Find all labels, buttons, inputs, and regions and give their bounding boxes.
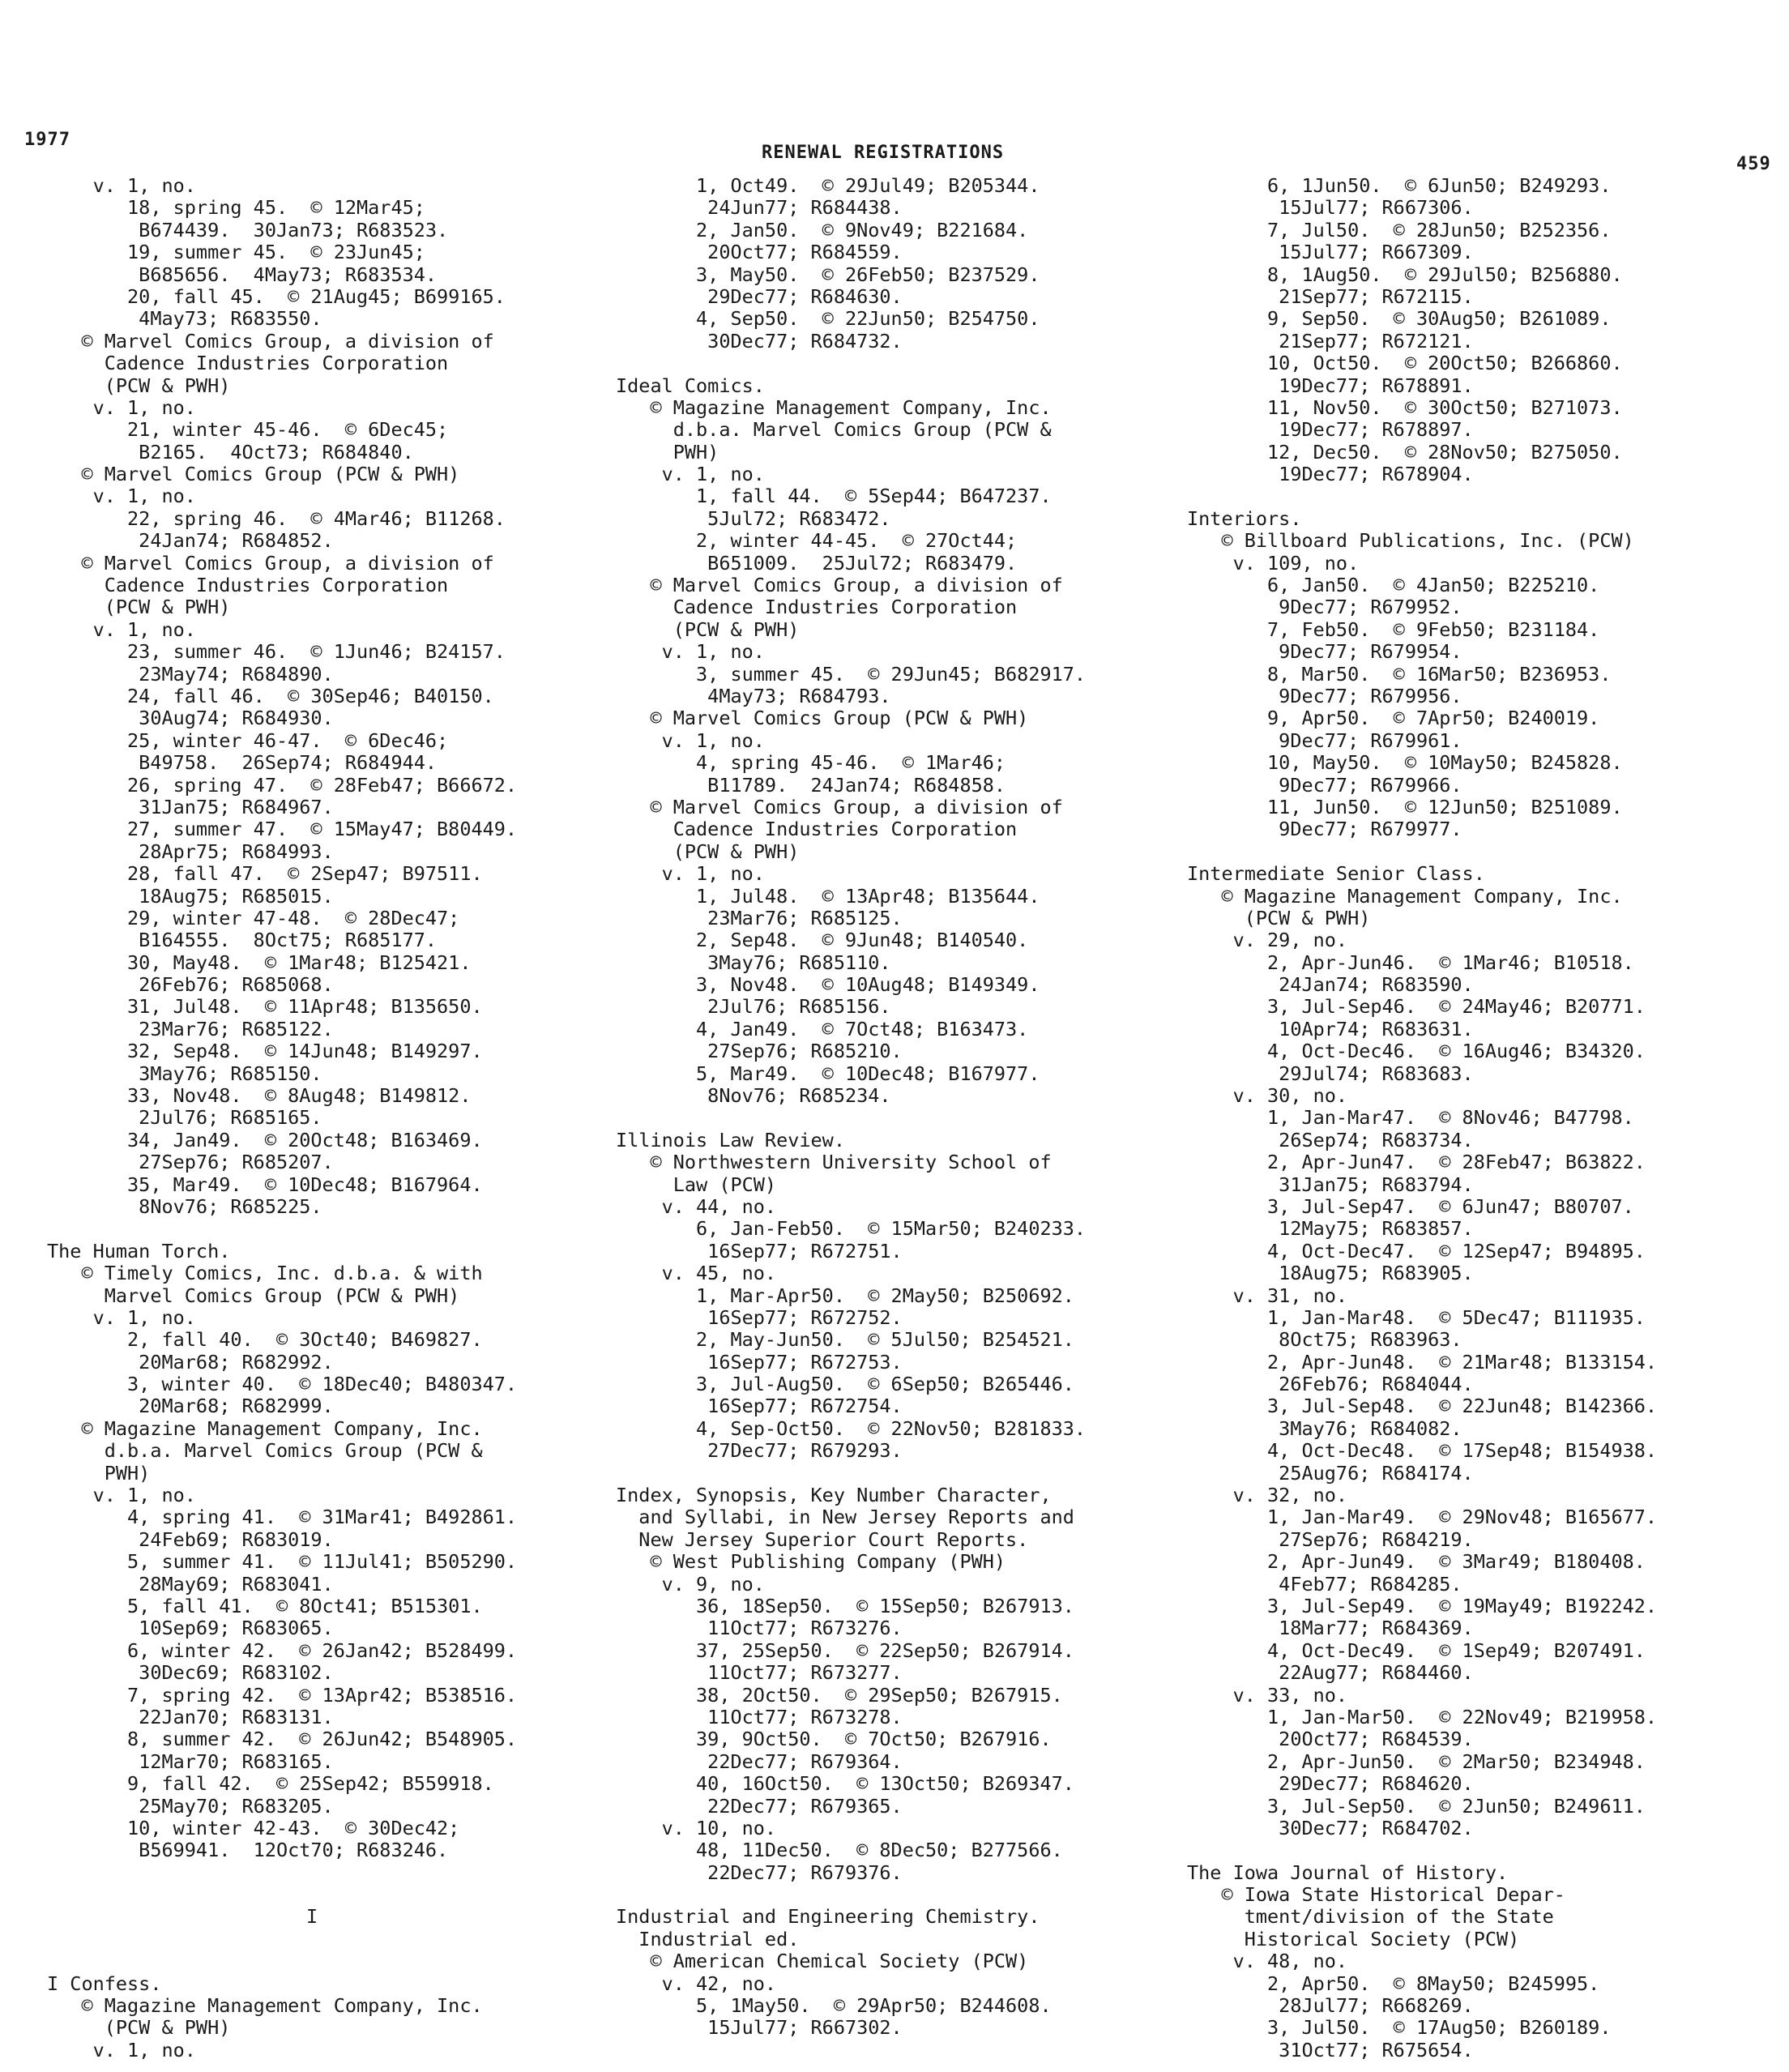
entry-line: © Magazine Management Company, Inc. (47, 1994, 483, 2018)
entry-line: 3, Jul50. © 17Aug50; B260189. (1187, 2016, 1612, 2040)
entry-line: 12Mar70; R683165. (47, 1749, 334, 1773)
entry-line: 10Sep69; R683065. (47, 1617, 334, 1640)
entry-line: 3, Jul-Sep48. © 22Jun48; B142366. (1187, 1395, 1658, 1418)
entry-line: 26Feb76; R684044. (1187, 1373, 1474, 1396)
entry-line: 36, 18Sep50. © 15Sep50; B267913. (616, 1595, 1074, 1617)
entry-line: 23Mar76; R685125. (616, 906, 903, 929)
entry-line: v. 1, no. (616, 862, 765, 886)
entry-line: v. 1, no. (47, 485, 196, 508)
entry-line: 25Aug76; R684174. (1187, 1461, 1474, 1485)
page-year: 1977 (24, 130, 70, 150)
entry-line: 21Sep77; R672115. (1187, 284, 1474, 308)
entry-line: 9, Apr50. © 7Apr50; B240019. (1187, 707, 1600, 730)
entry-line: 28Jul77; R668269. (1187, 1994, 1474, 2018)
entry-line: © Magazine Management Company, Inc. (47, 1416, 483, 1440)
entry-line: B651009. 25Jul72; R683479. (616, 551, 1018, 575)
entry-line: 26, spring 47. © 28Feb47; B66672. (47, 773, 518, 797)
entry-line: Intermediate Senior Class. (1187, 862, 1485, 886)
entry-line: PWH) (616, 440, 719, 464)
entry-line: 39, 9Oct50. © 7Oct50; B267916. (616, 1728, 1052, 1751)
entry-line: v. 42, no. (616, 1972, 777, 1995)
entry-line: 4, Jan49. © 7Oct48; B163473. (616, 1017, 1029, 1040)
entry-line: 6, 1Jun50. © 6Jun50; B249293. (1187, 174, 1612, 197)
entry-line: 29Jul74; R683683. (1187, 1062, 1474, 1085)
entry-line: 8Nov76; R685234. (616, 1084, 891, 1108)
entry-line: B11789. 24Jan74; R684858. (616, 773, 1006, 797)
entry-line: 20Oct77; R684539. (1187, 1728, 1474, 1751)
entry-line: B569941. 12Oct70; R683246. (47, 1839, 449, 1862)
entry-line: 23Mar76; R685122. (47, 1017, 334, 1040)
entry-line: © Marvel Comics Group (PCW & PWH) (616, 707, 1029, 730)
entry-line: (PCW & PWH) (47, 596, 231, 619)
entry-line: 11Oct77; R673277. (616, 1661, 903, 1685)
entry-line: 31Jan75; R684967. (47, 795, 334, 818)
entry-line: 9Dec77; R679961. (1187, 728, 1462, 752)
entry-line: 22Dec77; R679365. (616, 1794, 903, 1818)
entry-line: Cadence Industries Corporation (616, 818, 1018, 841)
entry-line: 29, winter 47-48. © 28Dec47; (47, 906, 460, 929)
entry-line: 2, Apr-Jun49. © 3Mar49; B180408. (1187, 1550, 1646, 1574)
entry-line: 19, summer 45. © 23Jun45; (47, 241, 425, 264)
entry-line: 4, spring 41. © 31Mar41; B492861. (47, 1506, 518, 1529)
entry-line: B685656. 4May73; R683534. (47, 263, 438, 286)
entry-line: 27Dec77; R679293. (616, 1439, 903, 1463)
entry-line: 20Mar68; R682999. (47, 1395, 334, 1418)
entry-line: 2, fall 40. © 3Oct40; B469827. (47, 1328, 483, 1352)
blank-line (616, 1107, 1175, 1129)
entry-line: 10, Oct50. © 20Oct50; B266860. (1187, 352, 1623, 375)
entry-line: 1, Jan-Mar47. © 8Nov46; B47798. (1187, 1106, 1634, 1130)
entry-line: 1, Oct49. © 29Jul49; B205344. (616, 174, 1040, 197)
entry-line: 9Dec77; R679966. (1187, 773, 1462, 797)
entry-line: © American Chemical Society (PCW) (616, 1950, 1029, 1973)
entry-line: Ideal Comics. (616, 374, 765, 397)
entry-line: 10, winter 42-43. © 30Dec42; (47, 1816, 460, 1839)
entry-line: The Iowa Journal of History. (1187, 1861, 1509, 1884)
entry-line: 40, 16Oct50. © 13Oct50; B269347. (616, 1772, 1074, 1796)
entry-line: 1, Jan-Mar48. © 5Dec47; B111935. (1187, 1305, 1646, 1329)
entry-line: B49758. 26Sep74; R684944. (47, 751, 438, 775)
entry-line: 23, summer 46. © 1Jun46; B24157. (47, 640, 506, 664)
entry-line: 31Jan75; R683794. (1187, 1173, 1474, 1196)
entry-line: © Northwestern University School of (616, 1151, 1052, 1174)
entry-line: (PCW & PWH) (616, 617, 800, 641)
entry-line: Cadence Industries Corporation (47, 574, 449, 597)
entry-line: 1, Mar-Apr50. © 2May50; B250692. (616, 1284, 1074, 1307)
entry-line: 4, Sep50. © 22Jun50; B254750. (616, 307, 1040, 331)
entry-line: The Human Torch. (47, 1239, 231, 1262)
entry-line: 2, May-Jun50. © 5Jul50; B254521. (616, 1328, 1074, 1352)
entry-line: 21, winter 45-46. © 6Dec45; (47, 418, 449, 442)
entry-line: 25, winter 46-47. © 6Dec46; (47, 728, 449, 752)
entry-line: 3, Jul-Aug50. © 6Sep50; B265446. (616, 1373, 1074, 1396)
entry-line: 30Dec77; R684702. (1187, 1816, 1474, 1839)
column-2 (616, 175, 1175, 2040)
entry-line: 7, Jul50. © 28Jun50; B252356. (1187, 218, 1612, 241)
entry-line: 3, Jul-Sep49. © 19May49; B192242. (1187, 1595, 1658, 1617)
entry-line: Interiors. (1187, 506, 1302, 530)
entry-line: v. 33, no. (1187, 1683, 1348, 1707)
entry-line: Cadence Industries Corporation (47, 352, 449, 375)
entry-line: v. 1, no. (616, 728, 765, 752)
entry-line: © Billboard Publications, Inc. (PCW) (1187, 529, 1634, 553)
blank-line (616, 1463, 1175, 1485)
entry-line: © West Publishing Company (PWH) (616, 1550, 1006, 1574)
entry-line: 19Dec77; R678891. (1187, 374, 1474, 397)
entry-line: 37, 25Sep50. © 22Sep50; B267914. (616, 1638, 1074, 1662)
blank-line (47, 1884, 598, 1906)
entry-line: v. 1, no. (47, 1305, 196, 1329)
entry-line: 11, Nov50. © 30Oct50; B271073. (1187, 395, 1623, 419)
entry-line: 24Jan74; R683590. (1187, 973, 1474, 997)
entry-line: and Syllabi, in New Jersey Reports and (616, 1506, 1074, 1529)
entry-line: 22Jan70; R683131. (47, 1705, 334, 1728)
entry-line: Cadence Industries Corporation (616, 596, 1018, 619)
entry-line: 20, fall 45. © 21Aug45; B699165. (47, 284, 506, 308)
entry-line: 6, Jan-Feb50. © 15Mar50; B240233. (616, 1217, 1087, 1241)
entry-line: tment/division of the State (1187, 1905, 1554, 1929)
entry-line: v. 109, no. (1187, 551, 1360, 575)
entry-line: 19Dec77; R678897. (1187, 418, 1474, 442)
entry-line: (PCW & PWH) (1187, 906, 1371, 929)
entry-line: v. 10, no. (616, 1816, 777, 1839)
entry-line: 8Oct75; R683963. (1187, 1328, 1462, 1352)
entry-line: 3, Jul-Sep50. © 2Jun50; B249611. (1187, 1794, 1646, 1818)
entry-line: v. 48, no. (1187, 1950, 1348, 1973)
entry-line: v. 45, no. (616, 1262, 777, 1285)
entry-line: 4, Oct-Dec48. © 17Sep48; B154938. (1187, 1439, 1658, 1463)
entry-line: © Marvel Comics Group, a division of (47, 329, 494, 352)
entry-line: 21Sep77; R672121. (1187, 329, 1474, 352)
page-number: 459 (1736, 154, 1771, 174)
entry-line: 18Aug75; R685015. (47, 884, 334, 908)
entry-line: 35, Mar49. © 10Dec48; B167964. (47, 1173, 483, 1196)
entry-line: 4, Oct-Dec46. © 16Aug46; B34320. (1187, 1040, 1646, 1063)
entry-line: (PCW & PWH) (47, 2016, 231, 2040)
entry-line: d.b.a. Marvel Comics Group (PCW & (616, 418, 1052, 442)
entry-line: 2, Apr-Jun47. © 28Feb47; B63822. (1187, 1151, 1646, 1174)
entry-line: 31, Jul48. © 11Apr48; B135650. (47, 995, 483, 1019)
entry-line: 29Dec77; R684620. (1187, 1772, 1474, 1796)
entry-line: 7, Feb50. © 9Feb50; B231184. (1187, 617, 1600, 641)
entry-line: © Iowa State Historical Depar- (1187, 1883, 1565, 1907)
entry-line: 4, spring 45-46. © 1Mar46; (616, 751, 1006, 775)
entry-line: 3, summer 45. © 29Jun45; B682917. (616, 662, 1087, 686)
entry-line: 15Jul77; R667306. (1187, 196, 1474, 220)
entry-line: 10, May50. © 10May50; B245828. (1187, 751, 1623, 775)
entry-line: 1, Jul48. © 13Apr48; B135644. (616, 884, 1040, 908)
entry-line: B164555. 8Oct75; R685177. (47, 929, 438, 952)
entry-line: 3May76; R685110. (616, 951, 891, 974)
entry-line: v. 1, no. (616, 640, 765, 664)
entry-line: 4, Sep-Oct50. © 22Nov50; B281833. (616, 1416, 1087, 1440)
entry-line: 22Dec77; R679376. (616, 1861, 903, 1884)
entry-line: 3, May50. © 26Feb50; B237529. (616, 263, 1040, 286)
entry-line: 3, Nov48. © 10Aug48; B149349. (616, 973, 1040, 997)
entry-line: 8, 1Aug50. © 29Jul50; B256880. (1187, 263, 1623, 286)
entry-line: d.b.a. Marvel Comics Group (PCW & (47, 1439, 483, 1463)
column-1 (47, 175, 598, 2061)
entry-line: 15Jul77; R667309. (1187, 241, 1474, 264)
entry-line: v. 1, no. (47, 395, 196, 419)
entry-line: v. 32, no. (1187, 1484, 1348, 1507)
entry-line: 2, Apr-Jun48. © 21Mar48; B133154. (1187, 1350, 1658, 1374)
entry-line: 48, 11Dec50. © 8Dec50; B277566. (616, 1839, 1063, 1862)
blank-line (1187, 841, 1770, 863)
entry-line: 30Aug74; R684930. (47, 707, 334, 730)
entry-line: 9Dec77; R679952. (1187, 596, 1462, 619)
entry-line: 2, Apr-Jun50. © 2Mar50; B234948. (1187, 1749, 1646, 1773)
entry-line: 30Dec69; R683102. (47, 1661, 334, 1685)
entry-line: PWH) (47, 1461, 151, 1485)
blank-line (47, 1929, 598, 1950)
entry-line: 4, Oct-Dec49. © 1Sep49; B207491. (1187, 1638, 1646, 1662)
entry-line: 23May74; R684890. (47, 662, 334, 686)
blank-line (47, 1950, 598, 1972)
entry-line: 27, summer 47. © 15May47; B80449. (47, 818, 518, 841)
entry-line: 15Jul77; R667302. (616, 2016, 903, 2040)
entry-line: 2, Apr-Jun46. © 1Mar46; B10518. (1187, 951, 1634, 974)
entry-line: 1, Jan-Mar50. © 22Nov49; B219958. (1187, 1705, 1658, 1728)
entry-line: Law (PCW) (616, 1173, 777, 1196)
entry-line: © Marvel Comics Group, a division of (616, 574, 1063, 597)
entry-line: v. 30, no. (1187, 1084, 1348, 1108)
blank-line (47, 1862, 598, 1884)
entry-line: 29Dec77; R684630. (616, 284, 903, 308)
entry-line: Industrial ed. (616, 1927, 800, 1950)
entry-line: © Marvel Comics Group, a division of (47, 551, 494, 575)
entry-line: 1, fall 44. © 5Sep44; B647237. (616, 485, 1052, 508)
entry-line: 6, Jan50. © 4Jan50; B225210. (1187, 574, 1600, 597)
entry-line: 28Apr75; R684993. (47, 839, 334, 863)
entry-line: 4May73; R683550. (47, 307, 322, 331)
entry-line: 22Aug77; R684460. (1187, 1661, 1474, 1685)
entry-line: 38, 2Oct50. © 29Sep50; B267915. (616, 1683, 1063, 1707)
entry-line: (PCW & PWH) (616, 839, 800, 863)
entry-line: v. 1, no. (47, 617, 196, 641)
entry-line: v. 29, no. (1187, 929, 1348, 952)
entry-line: 16Sep77; R672754. (616, 1395, 903, 1418)
entry-line: 28May69; R683041. (47, 1572, 334, 1596)
entry-line: 11, Jun50. © 12Jun50; B251089. (1187, 795, 1623, 818)
entry-line: 1, Jan-Mar49. © 29Nov48; B165677. (1187, 1506, 1658, 1529)
entry-line: 9Dec77; R679956. (1187, 684, 1462, 707)
entry-line: 2, winter 44-45. © 27Oct44; (616, 529, 1018, 553)
entry-line: 26Sep74; R683734. (1187, 1128, 1474, 1151)
entry-line: 4Feb77; R684285. (1187, 1572, 1462, 1596)
entry-line: 9, fall 42. © 25Sep42; B559918. (47, 1772, 494, 1796)
entry-line: 7, spring 42. © 13Apr42; B538516. (47, 1683, 518, 1707)
entry-line: 22, spring 46. © 4Mar46; B11268. (47, 506, 506, 530)
entry-line: v. 44, no. (616, 1194, 777, 1218)
entry-line: 2Jul76; R685156. (616, 995, 891, 1019)
blank-line (47, 1218, 598, 1240)
entry-line: 2Jul76; R685165. (47, 1106, 322, 1130)
running-title: RENEWAL REGISTRATIONS (762, 143, 1005, 163)
blank-line (616, 352, 1175, 374)
entry-line: © Marvel Comics Group, a division of (616, 795, 1063, 818)
entry-line: v. 1, no. (47, 2038, 196, 2061)
entry-line: B674439. 30Jan73; R683523. (47, 218, 449, 241)
entry-line: 5, summer 41. © 11Jul41; B505290. (47, 1550, 518, 1574)
entry-line: © Magazine Management Company, Inc. (1187, 884, 1623, 908)
entry-line: © Magazine Management Company, Inc. (616, 395, 1052, 419)
entry-line: 20Mar68; R682992. (47, 1350, 334, 1374)
entry-line: 32, Sep48. © 14Jun48; B149297. (47, 1040, 483, 1063)
entry-line: 9Dec77; R679954. (1187, 640, 1462, 664)
entry-line: Marvel Comics Group (PCW & PWH) (47, 1284, 460, 1307)
section-letter: I (306, 1905, 318, 1929)
entry-line: 16Sep77; R672752. (616, 1305, 903, 1329)
entry-line: Industrial and Engineering Chemistry. (616, 1905, 1040, 1929)
entry-line: 25May70; R683205. (47, 1794, 334, 1818)
entry-line: 20Oct77; R684559. (616, 241, 903, 264)
entry-line: 3May76; R685150. (47, 1062, 322, 1085)
entry-line: 3, Jul-Sep46. © 24May46; B20771. (1187, 995, 1646, 1019)
entry-line: 2, Apr50. © 8May50; B245995. (1187, 1972, 1600, 1995)
entry-line: 27Sep76; R685207. (47, 1151, 334, 1174)
entry-line: 2, Sep48. © 9Jun48; B140540. (616, 929, 1029, 952)
blank-line (1187, 485, 1770, 507)
entry-line: 24, fall 46. © 30Sep46; B40150. (47, 684, 494, 707)
entry-line: 18Mar77; R684369. (1187, 1617, 1474, 1640)
entry-line: 12May75; R683857. (1187, 1217, 1474, 1241)
entry-line: 9Dec77; R679977. (1187, 818, 1462, 841)
entry-line: 3, Jul-Sep47. © 6Jun47; B80707. (1187, 1194, 1634, 1218)
entry-line: 5Jul72; R683472. (616, 506, 891, 530)
entry-line: (PCW & PWH) (47, 374, 231, 397)
entry-line: 5, 1May50. © 29Apr50; B244608. (616, 1994, 1052, 2018)
entry-line: v. 9, no. (616, 1572, 765, 1596)
entry-line: 2, Jan50. © 9Nov49; B221684. (616, 218, 1029, 241)
blank-line (616, 1884, 1175, 1906)
entry-line: 33, Nov48. © 8Aug48; B149812. (47, 1084, 472, 1108)
entry-line: 24Jan74; R684852. (47, 529, 334, 553)
entry-line: 3May76; R684082. (1187, 1416, 1462, 1440)
entry-line: 8, summer 42. © 26Jun42; B548905. (47, 1728, 518, 1751)
entry-line: 30Dec77; R684732. (616, 329, 903, 352)
entry-line: 8Nov76; R685225. (47, 1194, 322, 1218)
entry-line: © Marvel Comics Group (PCW & PWH) (47, 463, 460, 486)
entry-line: 5, fall 41. © 8Oct41; B515301. (47, 1595, 483, 1617)
entry-line: 28, fall 47. © 2Sep47; B97511. (47, 862, 483, 886)
entry-line: 11Oct77; R673278. (616, 1705, 903, 1728)
entry-line: 34, Jan49. © 20Oct48; B163469. (47, 1128, 483, 1151)
entry-line: Illinois Law Review. (616, 1128, 845, 1151)
entry-line: 5, Mar49. © 10Dec48; B167977. (616, 1062, 1040, 1085)
entry-line: 4, Oct-Dec47. © 12Sep47; B94895. (1187, 1239, 1646, 1262)
entry-line: 18Aug75; R683905. (1187, 1262, 1474, 1285)
entry-line: 26Feb76; R685068. (47, 973, 334, 997)
entry-line: 22Dec77; R679364. (616, 1749, 903, 1773)
entry-line: 4May73; R684793. (616, 684, 891, 707)
entry-line: v. 31, no. (1187, 1284, 1348, 1307)
entry-line: Index, Synopsis, Key Number Character, (616, 1484, 1052, 1507)
entry-line: 24Feb69; R683019. (47, 1527, 334, 1551)
entry-line: 6, winter 42. © 26Jan42; B528499. (47, 1638, 518, 1662)
entry-line: 24Jun77; R684438. (616, 196, 903, 220)
entry-line: v. 1, no. (616, 463, 765, 486)
entry-line: 18, spring 45. © 12Mar45; (47, 196, 425, 220)
entry-line: © Timely Comics, Inc. d.b.a. & with (47, 1262, 483, 1285)
entry-line: 10Apr74; R683631. (1187, 1017, 1474, 1040)
entry-line: 8, Mar50. © 16Mar50; B236953. (1187, 662, 1612, 686)
entry-line: 27Sep76; R685210. (616, 1040, 903, 1063)
entry-line: 31Oct77; R675654. (1187, 2038, 1474, 2061)
entry-line: 3, winter 40. © 18Dec40; B480347. (47, 1373, 518, 1396)
blank-line (1187, 1839, 1770, 1861)
entry-line: 30, May48. © 1Mar48; B125421. (47, 951, 472, 974)
entry-line: v. 1, no. (47, 174, 196, 197)
entry-line: 19Dec77; R678904. (1187, 463, 1474, 486)
entry-line: 27Sep76; R684219. (1187, 1527, 1474, 1551)
entry-line: v. 1, no. (47, 1484, 196, 1507)
entry-line: I Confess. (47, 1972, 162, 1995)
entry-line: 16Sep77; R672753. (616, 1350, 903, 1374)
entry-line: 11Oct77; R673276. (616, 1617, 903, 1640)
entry-line: Historical Society (PCW) (1187, 1927, 1520, 1950)
entry-line: New Jersey Superior Court Reports. (616, 1527, 1029, 1551)
entry-line: 16Sep77; R672751. (616, 1239, 903, 1262)
entry-line: 12, Dec50. © 28Nov50; B275050. (1187, 440, 1623, 464)
entry-line: 9, Sep50. © 30Aug50; B261089. (1187, 307, 1612, 331)
entry-line: B2165. 4Oct73; R684840. (47, 440, 414, 464)
column-3 (1187, 175, 1770, 2061)
